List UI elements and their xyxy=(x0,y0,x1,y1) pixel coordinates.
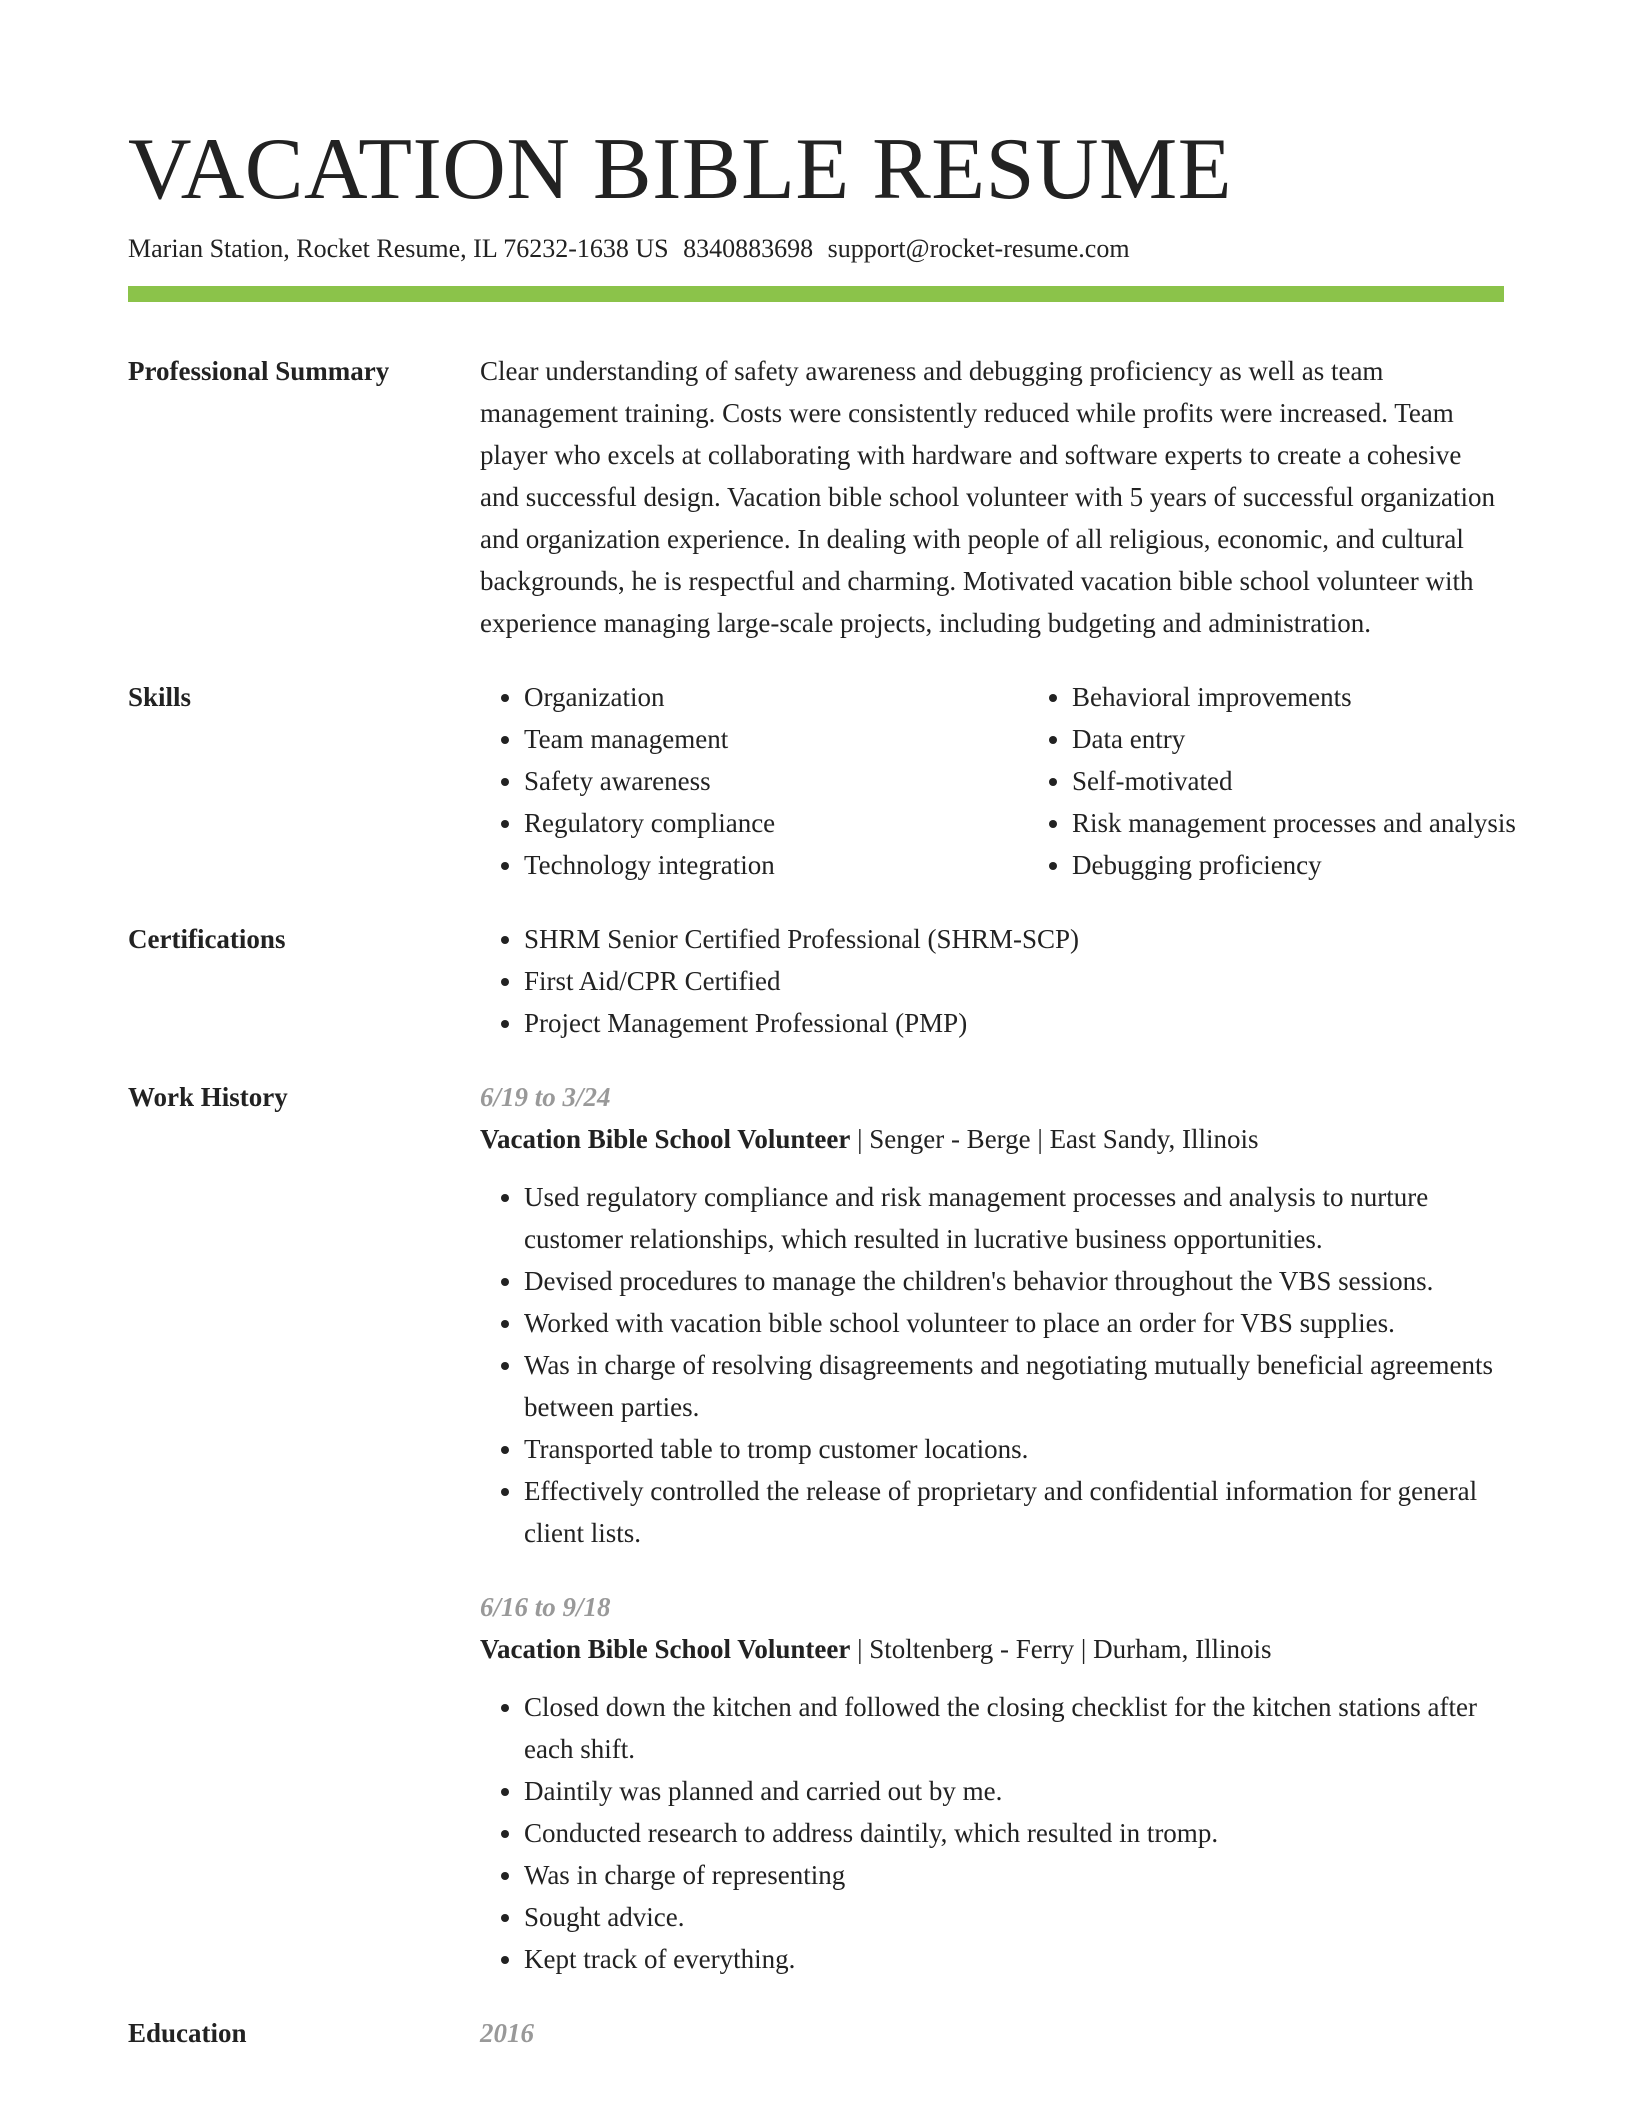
education-label: Education xyxy=(128,2018,247,2048)
job-bullets xyxy=(480,1176,1504,1554)
job-dates: 6/19 to 3/24 xyxy=(480,1082,611,1112)
summary-label: Professional Summary xyxy=(128,356,390,386)
contact-line xyxy=(128,232,1130,266)
skill-item: • Data entry xyxy=(1072,718,1592,760)
job-bullet: • Devised procedures to manage the children's behavior throughout the VBS sessions. xyxy=(524,1260,1504,1302)
certifications-label: Certifications xyxy=(128,924,286,954)
job-heading xyxy=(480,1628,1504,1670)
skill-item: • Self-motivated xyxy=(1072,760,1592,802)
job-bullet: • Conducted research to address daintily, which resulted in tromp. xyxy=(524,1812,1504,1854)
skill-item: • Team management xyxy=(524,718,1028,760)
job-entry xyxy=(480,1586,1504,1980)
job-bullet: • Transported table to tromp customer locations. xyxy=(524,1428,1504,1470)
job-bullet: • Used regulatory compliance and risk management processes and analysis to nurture customer relationships, which resulted in lucrative business opportunities. xyxy=(524,1176,1504,1260)
resume-sections xyxy=(128,350,1516,2054)
accent-divider xyxy=(128,286,1504,302)
certifications-list xyxy=(480,918,1504,1044)
certifications-body xyxy=(480,918,1504,1044)
job-entry xyxy=(480,1076,1504,1554)
skill-item: • Behavioral improvements xyxy=(1072,676,1592,718)
job-title: Vacation Bible School Volunteer xyxy=(480,1634,851,1664)
resume-name: VACATION BIBLE RESUME xyxy=(128,121,1233,218)
job-bullet: • Effectively controlled the release of proprietary and confidential information for general client lists. xyxy=(524,1470,1504,1554)
work-label: Work History xyxy=(128,1082,288,1112)
contact-address: Marian Station, Rocket Resume, IL 76232-1638 US xyxy=(128,234,669,263)
skills-label: Skills xyxy=(128,682,192,712)
work-body xyxy=(480,1076,1504,1980)
skills-body xyxy=(480,676,1516,886)
education-body xyxy=(480,2012,1504,2054)
job-bullet: • Was in charge of representing xyxy=(524,1854,1504,1896)
skill-item: • Regulatory compliance xyxy=(524,802,1028,844)
work-section xyxy=(128,1076,1504,1980)
skill-item: • Organization xyxy=(524,676,1028,718)
job-bullet: • Closed down the kitchen and followed the closing checklist for the kitchen stations after each shift. xyxy=(524,1686,1504,1770)
certifications-section xyxy=(128,918,1504,1044)
skill-item: • Risk management processes and analysis xyxy=(1072,802,1592,844)
education-section xyxy=(128,2012,1504,2054)
certification-item: • Project Management Professional (PMP) xyxy=(524,1002,1504,1044)
contact-email: support@rocket-resume.com xyxy=(827,234,1130,263)
job-bullet: • Kept track of everything. xyxy=(524,1938,1504,1980)
job-dates: 6/16 to 9/18 xyxy=(480,1592,611,1622)
summary-body xyxy=(480,350,1504,644)
job-details: | Senger - Berge | East Sandy, Illinois xyxy=(850,1124,1259,1154)
certification-item: • First Aid/CPR Certified xyxy=(524,960,1504,1002)
skill-item: • Safety awareness xyxy=(524,760,1028,802)
summary-section xyxy=(128,350,1504,644)
summary-text: Clear understanding of safety awareness and debugging proficiency as well as team management training. Costs were consistently reduced while profits were increased. Team player who excels at collaborating with hardware and software experts to create a cohesive and successful design. Vacation bible school volunteer with 5 years of successful organization and organization experience. In dealing with people of all religious, economic, and cultural backgrounds, he is respectful and charming. Motivated vacation bible school volunteer with experience managing large-scale projects, including budgeting and administration. xyxy=(480,356,1495,638)
skill-item: • Technology integration xyxy=(524,844,1028,886)
skills-list-right xyxy=(1028,676,1592,886)
job-bullets xyxy=(480,1686,1504,1980)
skill-item: • Debugging proficiency xyxy=(1072,844,1592,886)
job-bullet: • Worked with vacation bible school volunteer to place an order for VBS supplies. xyxy=(524,1302,1504,1344)
skills-section xyxy=(128,676,1516,886)
job-title: Vacation Bible School Volunteer xyxy=(480,1124,851,1154)
skills-list-left xyxy=(480,676,1028,886)
certification-item: • SHRM Senior Certified Professional (SHRM-SCP) xyxy=(524,918,1504,960)
contact-phone: 8340883698 xyxy=(683,234,814,263)
job-bullet: • Daintily was planned and carried out by me. xyxy=(524,1770,1504,1812)
job-heading xyxy=(480,1118,1504,1160)
job-bullet: • Sought advice. xyxy=(524,1896,1504,1938)
job-details: | Stoltenberg - Ferry | Durham, Illinois xyxy=(850,1634,1272,1664)
job-bullet: • Was in charge of resolving disagreements and negotiating mutually beneficial agreements between parties. xyxy=(524,1344,1504,1428)
education-year: 2016 xyxy=(480,2018,534,2048)
